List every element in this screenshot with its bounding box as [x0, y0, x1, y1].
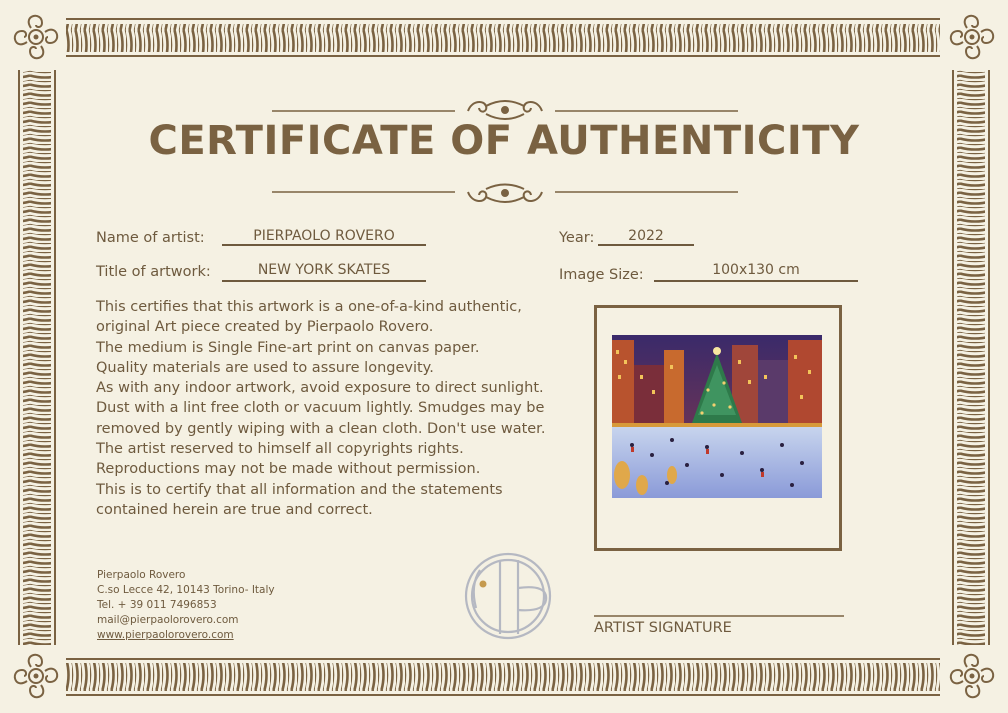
- contact-address: C.so Lecce 42, 10143 Torino- Italy: [97, 584, 275, 596]
- corner-flourish-icon: [15, 16, 57, 58]
- artist-label: Name of artist:: [96, 230, 205, 246]
- contact-name: Pierpaolo Rovero: [97, 569, 186, 581]
- year-label: Year:: [559, 230, 595, 246]
- statement-line: This certifies that this artwork is a one-of-a-kind authentic,: [96, 299, 522, 315]
- certificate-title: CERTIFICATE OF AUTHENTICITY: [148, 118, 860, 164]
- title-flourish-icon: [468, 101, 542, 119]
- statement-line: contained herein are true and correct.: [96, 501, 373, 518]
- contact-website-link[interactable]: www.pierpaolorovero.com: [97, 629, 234, 641]
- size-value: 100x130 cm: [712, 262, 800, 278]
- year-underline: [598, 244, 694, 246]
- contact-email[interactable]: mail@pierpaolorovero.com: [97, 614, 239, 626]
- corner-flourish-icon: [951, 16, 993, 58]
- corner-flourish-icon: [15, 655, 57, 697]
- artist-monogram-icon: [466, 554, 550, 638]
- statement-line: Reproductions may not be made without permission.: [96, 461, 481, 478]
- artwork-image: [612, 335, 822, 498]
- title-flourish-icon: [468, 185, 542, 203]
- size-underline: [654, 280, 858, 282]
- contact-phone: Tel. + 39 011 7496853: [97, 599, 217, 611]
- artwork-label: Title of artwork:: [96, 264, 211, 280]
- statement-line: Dust with a lint free cloth or vacuum lightly. Smudges may be: [96, 400, 545, 417]
- certificate-statement: [96, 297, 566, 520]
- corner-flourish-icon: [951, 655, 993, 697]
- year-value: 2022: [628, 228, 664, 244]
- statement-line: As with any indoor artwork, avoid exposure to direct sunlight.: [96, 380, 544, 397]
- statement-line: removed by gently wiping with a clean cloth. Don't use water.: [96, 420, 546, 437]
- artist-value: PIERPAOLO ROVERO: [253, 228, 395, 244]
- statement-line: original Art piece created by Pierpaolo Rovero.: [96, 319, 434, 336]
- size-label: Image Size:: [559, 267, 644, 283]
- statement-line: This is to certify that all information and the statements: [96, 481, 503, 498]
- artist-contact: [97, 568, 275, 643]
- artwork-value: NEW YORK SKATES: [257, 262, 391, 278]
- statement-line: Quality materials are used to assure longevity.: [96, 359, 434, 376]
- artist-signature-label: ARTIST SIGNATURE: [594, 620, 732, 636]
- artwork-underline: [222, 280, 426, 282]
- statement-line: The medium is Single Fine-art print on canvas paper.: [96, 339, 480, 356]
- artist-underline: [222, 244, 426, 246]
- statement-line: The artist reserved to himself all copyrights rights.: [96, 441, 464, 458]
